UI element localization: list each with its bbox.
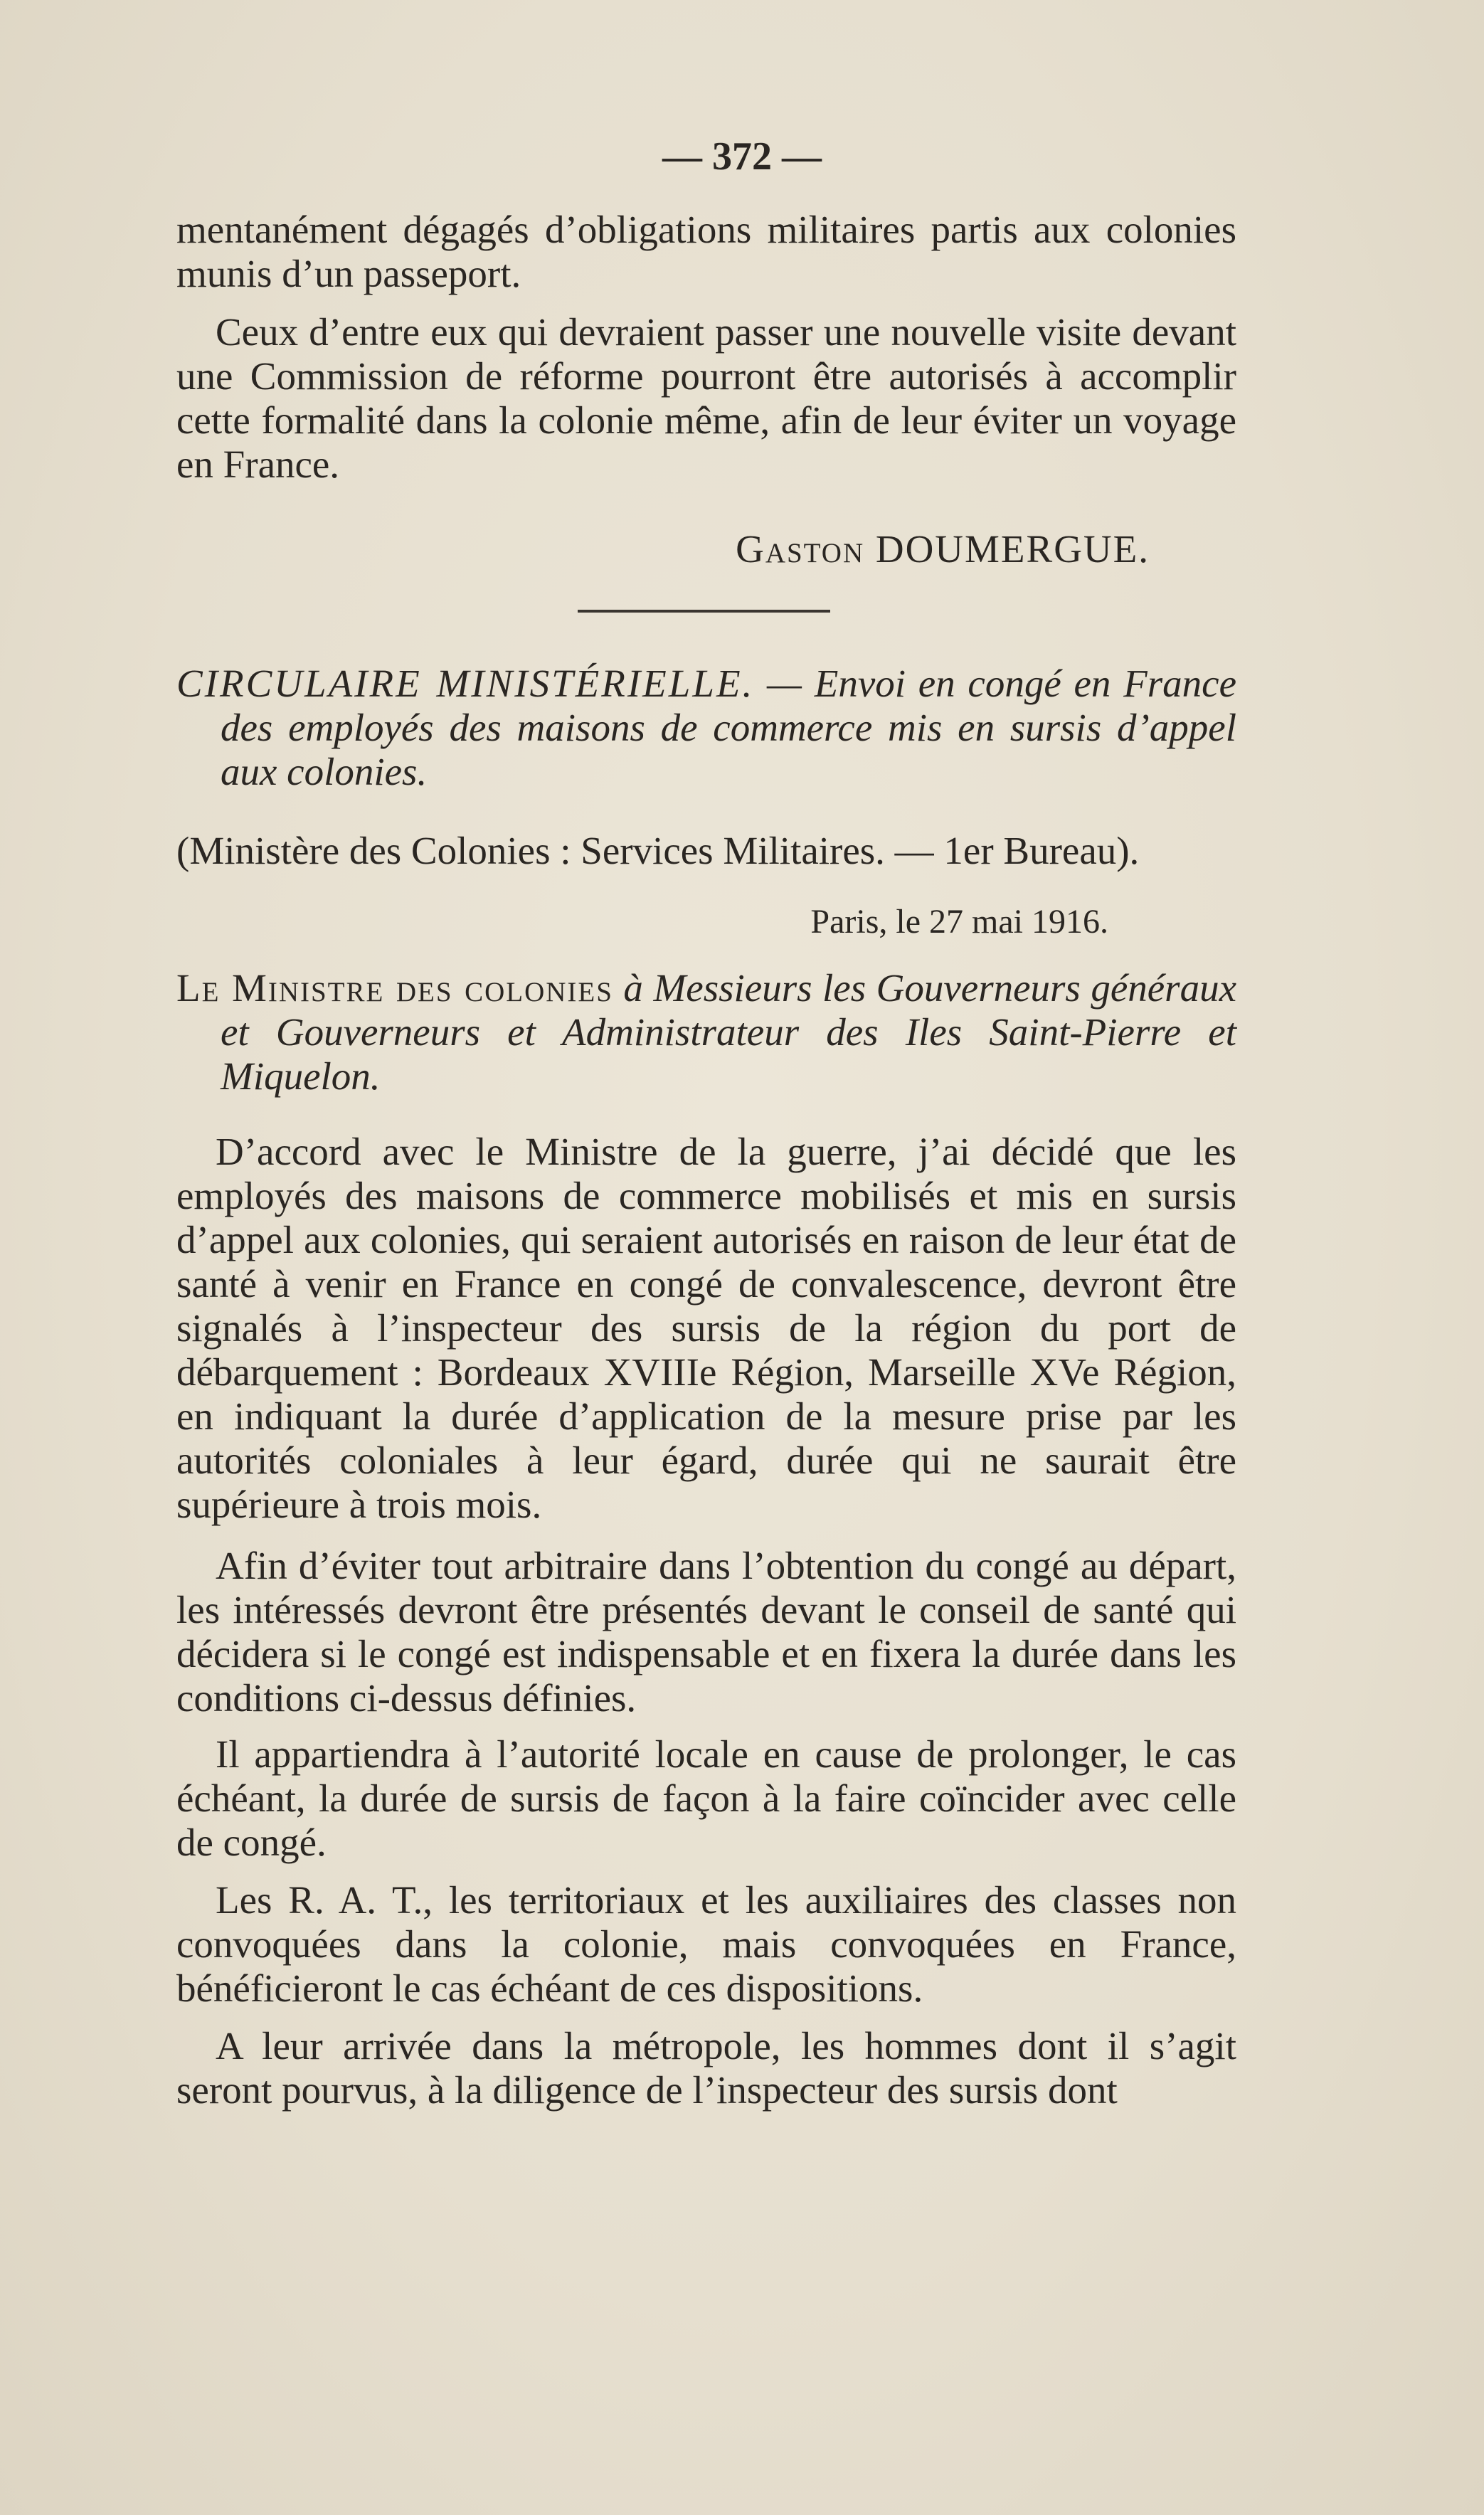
body-paragraph-2 [176,1544,1236,1720]
body-text-5: A leur arrivée dans la métropole, les hommes dont il s’agit seront pourvus, à la diligence de l’inspecteur des sursis dont [176,2024,1236,2112]
body-paragraph-4 [176,1878,1236,2011]
address-block [176,966,1236,1098]
circular-subject: Envoi en congé en France des employés des maisons de commerce mis en sursis d’appel aux colonies. [221,662,1236,793]
body-text-2: Afin d’éviter tout arbitraire dans l’obtention du congé au départ, les intéressés devront être présentés devant le conseil de santé qui décidera si le congé est indispensable et en fixera la durée dans les conditions ci-dessus définies. [176,1544,1236,1720]
ministry-line [176,829,1236,873]
body-text-4: Les R. A. T., les territoriaux et les auxiliaires des classes non convoquées dans la colonie, mais convoquées en France, bénéficieront le cas échéant de ces dispositions. [176,1878,1236,2010]
circular-heading-text [176,662,1236,794]
circular-dash: — [754,662,815,705]
ministry-text: (Ministère des Colonies : Services Militaires. — 1er Bureau). [176,829,1140,872]
date-line [176,900,1236,944]
continuation-text: mentanément dégagés d’obligations militaires partis aux colonies munis d’un passeport. [176,208,1236,295]
circular-heading [176,662,1236,794]
address-sender: Le Ministre des colonies [176,966,613,1010]
continuation-paragraph [176,208,1236,296]
body-text-1: D’accord avec le Ministre de la guerre, j’ai décidé que les employés des maisons de commerce mobilisés et mis en sursis d’appel aux colonies, qui seraient autorisés en raison de leur état de santé à venir en France en congé de convalescence, devront être signalés à l’inspecteur des sursis de la région du port de débarquement : Bordeaux XVIIIe Région, Marseille XVe Région, en indiquant la durée d’application de la mesure prise par les autorités coloniales à leur égard, durée qui ne saurait être supérieure à trois mois. [176,1130,1236,1526]
section-divider [578,610,830,613]
address-text [176,966,1236,1098]
body-text-3: Il appartiendra à l’autorité locale en cause de prolonger, le cas échéant, la durée de sursis de façon à la faire coïncider avec celle de congé. [176,1732,1236,1864]
signature: Gaston DOUMERGUE. [736,527,1150,571]
visite-paragraph [176,310,1236,487]
page-number: — 372 — [662,134,822,179]
visite-text: Ceux d’entre eux qui devraient passer une nouvelle visite devant une Commission de réforme pourront être autorisés à accomplir cette formalité dans la colonie même, afin de leur éviter un voyage en France. [176,310,1236,486]
body-paragraph-1 [176,1130,1236,1527]
address-recipients: à Messieurs les Gouverneurs généraux et Gouverneurs et Administrateur des Iles Saint-Pierre et Miquelon. [221,966,1236,1098]
body-paragraph-5 [176,2024,1236,2112]
date-text: Paris, le 27 mai 1916. [810,903,1108,941]
circular-title: CIRCULAIRE MINISTÉRIELLE. [176,662,755,705]
body-paragraph-3 [176,1732,1236,1865]
